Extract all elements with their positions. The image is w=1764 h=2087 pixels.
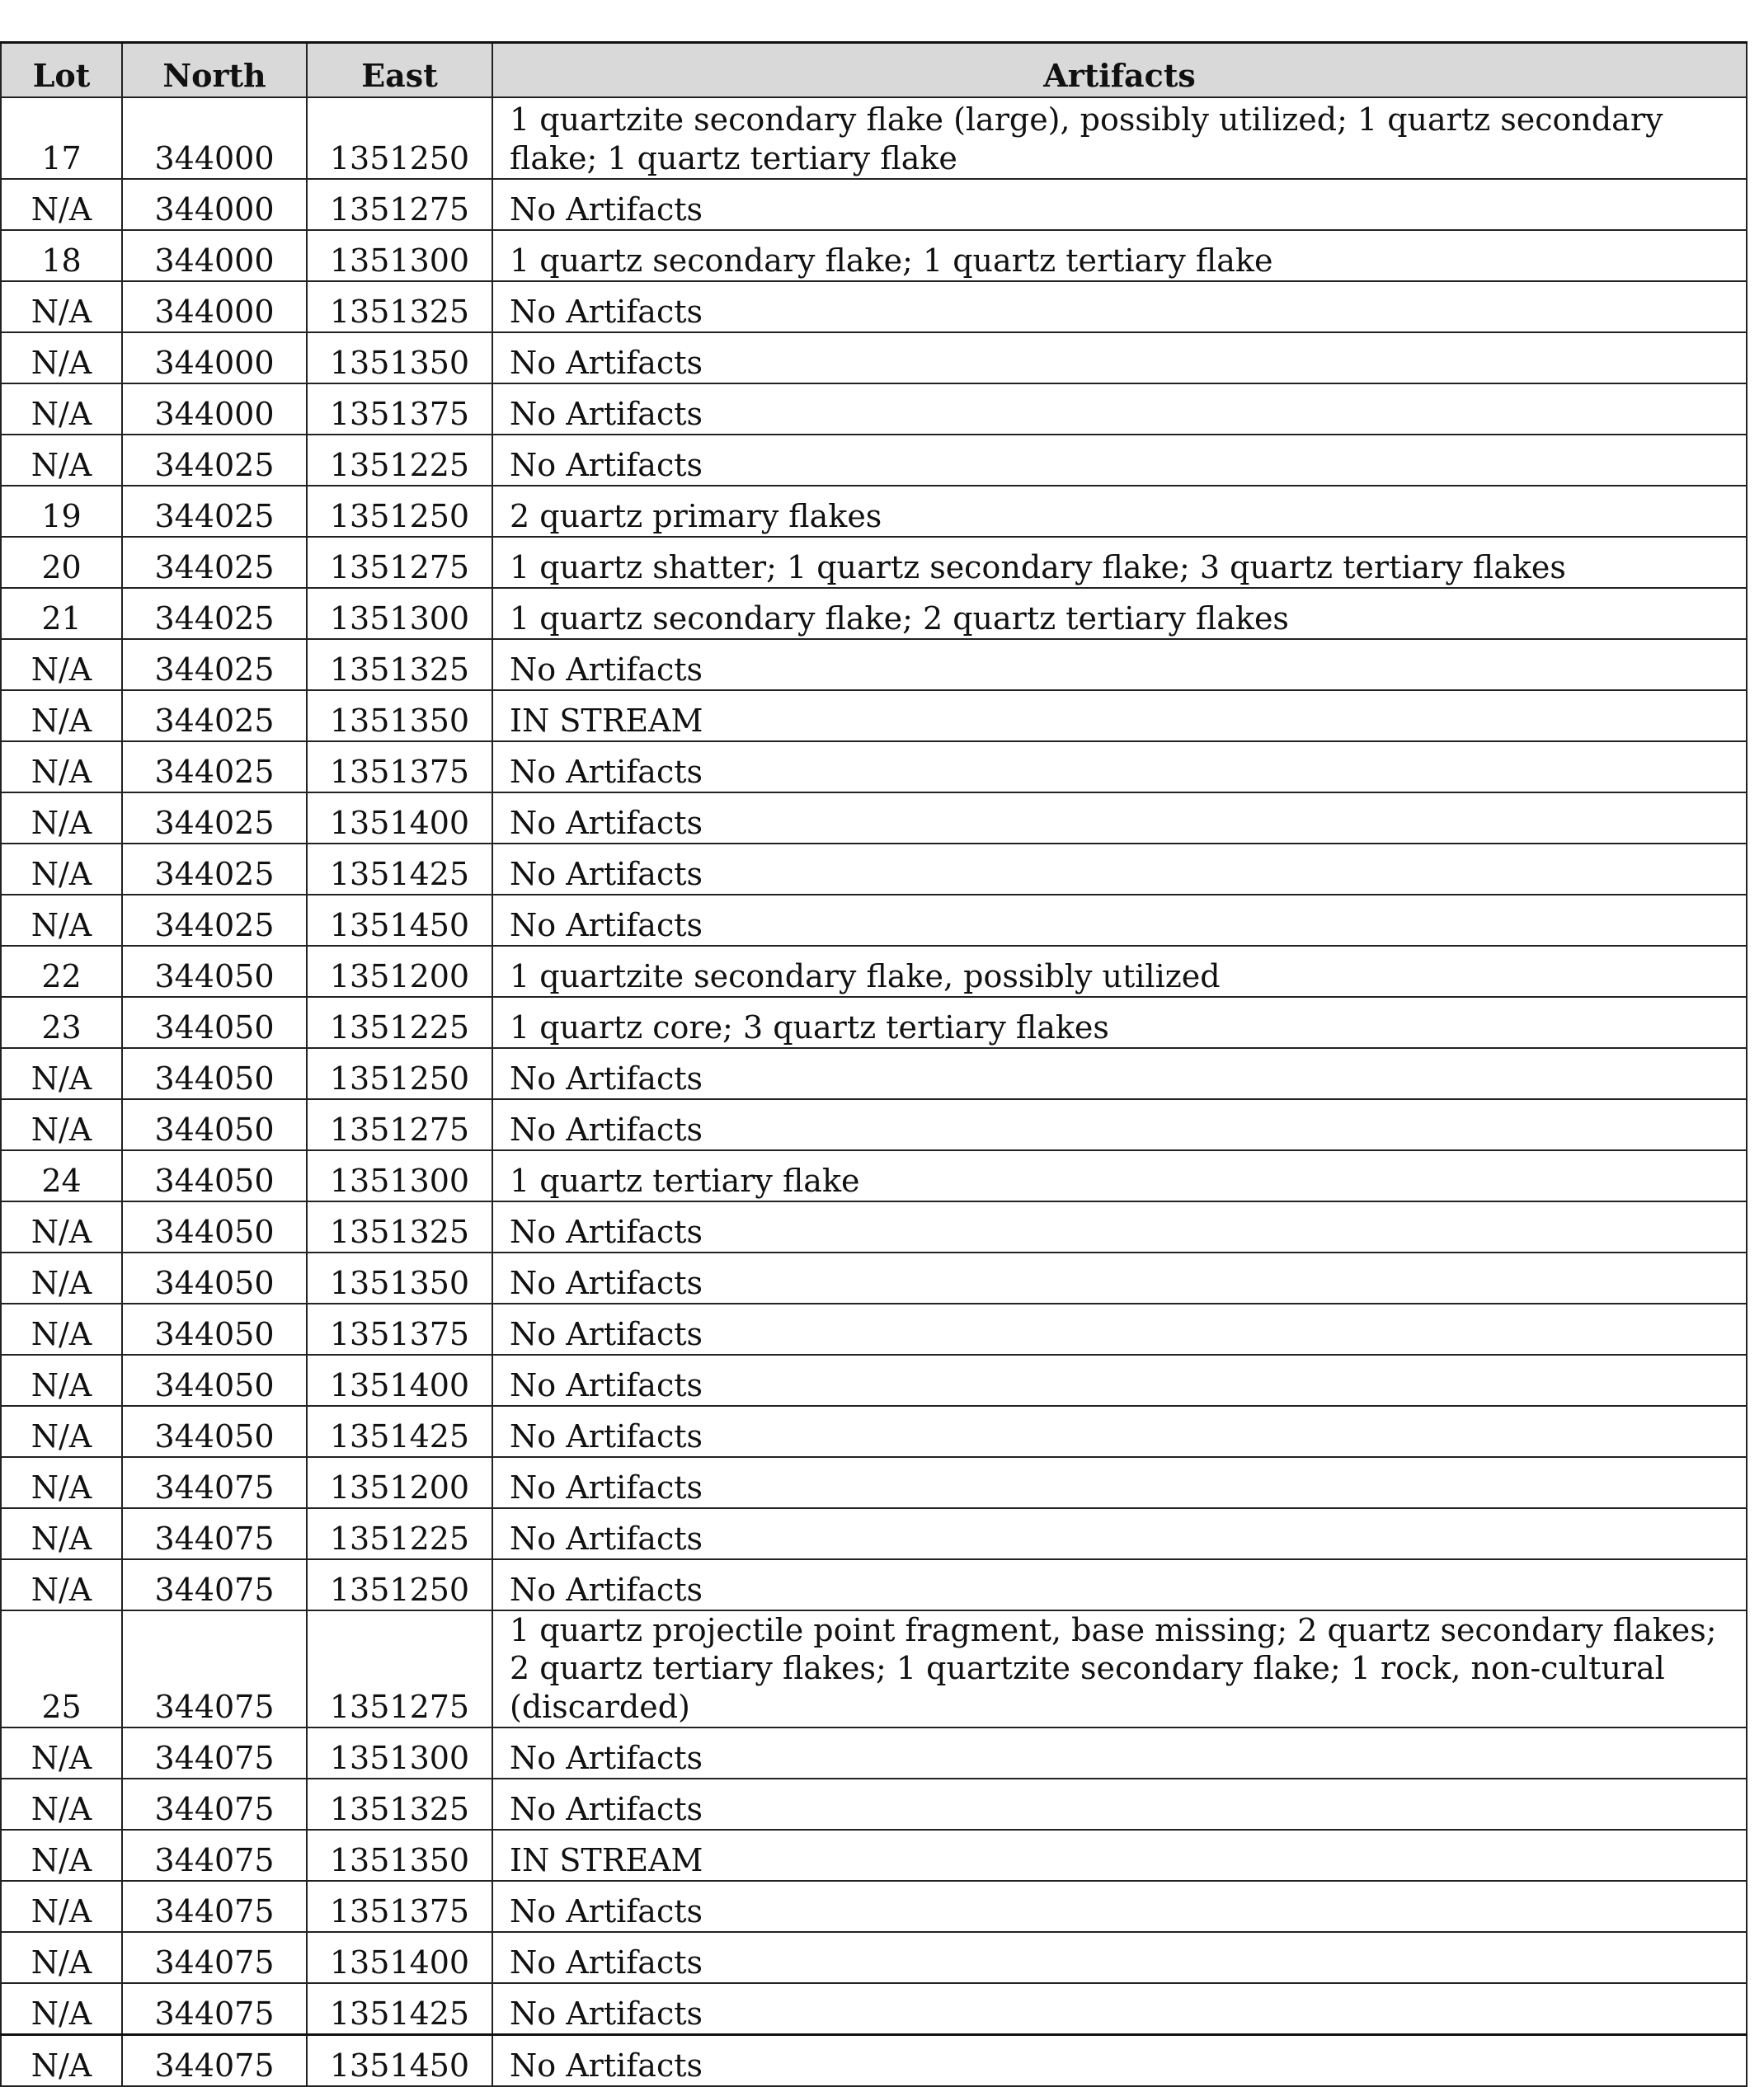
- table-row: [1, 1355, 1747, 1406]
- east-cell: 1351300: [307, 230, 492, 281]
- north-cell: 344000: [122, 97, 307, 179]
- lot-cell: 19: [1, 486, 122, 537]
- lot-cell: N/A: [1, 895, 122, 946]
- column-header-lot: Lot: [1, 43, 122, 98]
- north-cell: 344025: [122, 435, 307, 486]
- east-cell: 1351275: [307, 537, 492, 588]
- north-cell: 344050: [122, 1201, 307, 1253]
- lot-cell: N/A: [1, 690, 122, 741]
- artifacts-cell: No Artifacts: [492, 1355, 1747, 1406]
- artifacts-cell: No Artifacts: [492, 1881, 1747, 1932]
- table-row: [1, 2035, 1747, 2087]
- table-row: [1, 1559, 1747, 1610]
- east-cell: 1351350: [307, 332, 492, 383]
- east-cell: 1351250: [307, 97, 492, 179]
- table-row: [1, 1727, 1747, 1779]
- artifacts-cell: No Artifacts: [492, 1201, 1747, 1253]
- north-cell: 344050: [122, 1048, 307, 1099]
- north-cell: 344025: [122, 537, 307, 588]
- lot-cell: N/A: [1, 792, 122, 844]
- lot-cell: N/A: [1, 179, 122, 230]
- lot-cell: N/A: [1, 1048, 122, 1099]
- artifacts-cell: No Artifacts: [492, 844, 1747, 895]
- artifacts-cell: No Artifacts: [492, 1508, 1747, 1559]
- lot-cell: 21: [1, 588, 122, 639]
- artifacts-cell: No Artifacts: [492, 895, 1747, 946]
- north-cell: 344000: [122, 179, 307, 230]
- table-row: [1, 1150, 1747, 1201]
- column-header-east: East: [307, 43, 492, 98]
- artifacts-cell: 1 quartzite secondary flake, possibly utilized: [492, 946, 1747, 997]
- lot-cell: N/A: [1, 1559, 122, 1610]
- artifacts-cell: No Artifacts: [492, 741, 1747, 792]
- lot-cell: 25: [1, 1610, 122, 1727]
- lot-cell: N/A: [1, 332, 122, 383]
- artifacts-cell: No Artifacts: [492, 2035, 1747, 2087]
- east-cell: 1351450: [307, 2035, 492, 2087]
- lot-cell: N/A: [1, 1253, 122, 1304]
- artifacts-cell: IN STREAM: [492, 1830, 1747, 1881]
- artifacts-cell: No Artifacts: [492, 1779, 1747, 1830]
- artifacts-cell: No Artifacts: [492, 179, 1747, 230]
- east-cell: 1351275: [307, 1610, 492, 1727]
- artifacts-cell: No Artifacts: [492, 435, 1747, 486]
- artifact-table-page: [0, 41, 1746, 2087]
- east-cell: 1351325: [307, 639, 492, 690]
- north-cell: 344075: [122, 1559, 307, 1610]
- artifacts-cell: No Artifacts: [492, 281, 1747, 332]
- artifacts-cell: 1 quartz projectile point fragment, base missing; 2 quartz secondary flakes; 2 quartz tertiary flakes; 1 quartzite secondary flake; 1 rock, non-cultural (discarded): [492, 1610, 1747, 1727]
- table-row: [1, 537, 1747, 588]
- artifacts-cell: 1 quartz shatter; 1 quartz secondary flake; 3 quartz tertiary flakes: [492, 537, 1747, 588]
- table-row: [1, 792, 1747, 844]
- artifacts-cell: No Artifacts: [492, 1457, 1747, 1508]
- north-cell: 344075: [122, 1727, 307, 1779]
- lot-cell: 23: [1, 997, 122, 1048]
- north-cell: 344050: [122, 1099, 307, 1150]
- artifacts-cell: 1 quartzite secondary flake (large), possibly utilized; 1 quartz secondary flake; 1 quartz tertiary flake: [492, 97, 1747, 179]
- north-cell: 344000: [122, 281, 307, 332]
- north-cell: 344025: [122, 792, 307, 844]
- table-row: [1, 1881, 1747, 1932]
- lot-cell: N/A: [1, 1406, 122, 1457]
- table-row: [1, 1983, 1747, 2035]
- north-cell: 344000: [122, 230, 307, 281]
- north-cell: 344075: [122, 1983, 307, 2035]
- table-row: [1, 1406, 1747, 1457]
- north-cell: 344050: [122, 946, 307, 997]
- east-cell: 1351400: [307, 1932, 492, 1983]
- east-cell: 1351275: [307, 1099, 492, 1150]
- table-row: [1, 844, 1747, 895]
- north-cell: 344000: [122, 383, 307, 435]
- north-cell: 344050: [122, 1304, 307, 1355]
- table-row: [1, 690, 1747, 741]
- north-cell: 344075: [122, 1457, 307, 1508]
- east-cell: 1351300: [307, 1150, 492, 1201]
- table-header-row: [1, 43, 1747, 98]
- artifacts-cell: No Artifacts: [492, 1406, 1747, 1457]
- table-row: [1, 1457, 1747, 1508]
- north-cell: 344075: [122, 2035, 307, 2087]
- lot-cell: 20: [1, 537, 122, 588]
- artifacts-cell: No Artifacts: [492, 332, 1747, 383]
- table-row: [1, 1779, 1747, 1830]
- artifacts-cell: No Artifacts: [492, 1983, 1747, 2035]
- table-row: [1, 97, 1747, 179]
- east-cell: 1351225: [307, 435, 492, 486]
- east-cell: 1351375: [307, 741, 492, 792]
- lot-cell: N/A: [1, 1727, 122, 1779]
- table-row: [1, 639, 1747, 690]
- lot-cell: 17: [1, 97, 122, 179]
- north-cell: 344050: [122, 1406, 307, 1457]
- table-row: [1, 1830, 1747, 1881]
- lot-cell: N/A: [1, 1457, 122, 1508]
- artifacts-cell: No Artifacts: [492, 639, 1747, 690]
- lot-cell: N/A: [1, 1881, 122, 1932]
- east-cell: 1351325: [307, 281, 492, 332]
- east-cell: 1351425: [307, 1983, 492, 2035]
- table-row: [1, 1304, 1747, 1355]
- north-cell: 344000: [122, 332, 307, 383]
- artifacts-cell: No Artifacts: [492, 792, 1747, 844]
- lot-cell: N/A: [1, 383, 122, 435]
- east-cell: 1351425: [307, 844, 492, 895]
- north-cell: 344075: [122, 1610, 307, 1727]
- table-row: [1, 946, 1747, 997]
- lot-cell: 22: [1, 946, 122, 997]
- lot-cell: 18: [1, 230, 122, 281]
- table-row: [1, 332, 1747, 383]
- north-cell: 344025: [122, 639, 307, 690]
- table-row: [1, 1508, 1747, 1559]
- north-cell: 344025: [122, 486, 307, 537]
- east-cell: 1351325: [307, 1201, 492, 1253]
- east-cell: 1351450: [307, 895, 492, 946]
- lot-cell: N/A: [1, 1779, 122, 1830]
- north-cell: 344025: [122, 741, 307, 792]
- north-cell: 344075: [122, 1830, 307, 1881]
- north-cell: 344075: [122, 1779, 307, 1830]
- table-row: [1, 1253, 1747, 1304]
- north-cell: 344025: [122, 588, 307, 639]
- lot-cell: N/A: [1, 1932, 122, 1983]
- east-cell: 1351275: [307, 179, 492, 230]
- artifacts-cell: No Artifacts: [492, 1099, 1747, 1150]
- east-cell: 1351375: [307, 383, 492, 435]
- table-row: [1, 1932, 1747, 1983]
- artifact-table: [0, 41, 1748, 2087]
- artifacts-cell: No Artifacts: [492, 1727, 1747, 1779]
- table-row: [1, 435, 1747, 486]
- lot-cell: N/A: [1, 639, 122, 690]
- table-row: [1, 179, 1747, 230]
- north-cell: 344025: [122, 844, 307, 895]
- east-cell: 1351375: [307, 1881, 492, 1932]
- east-cell: 1351350: [307, 1253, 492, 1304]
- column-header-north: North: [122, 43, 307, 98]
- artifacts-cell: No Artifacts: [492, 1559, 1747, 1610]
- lot-cell: N/A: [1, 1201, 122, 1253]
- east-cell: 1351250: [307, 1559, 492, 1610]
- north-cell: 344050: [122, 1355, 307, 1406]
- lot-cell: N/A: [1, 435, 122, 486]
- artifacts-cell: No Artifacts: [492, 1304, 1747, 1355]
- east-cell: 1351250: [307, 1048, 492, 1099]
- table-row: [1, 895, 1747, 946]
- artifacts-cell: IN STREAM: [492, 690, 1747, 741]
- lot-cell: N/A: [1, 1355, 122, 1406]
- lot-cell: N/A: [1, 1983, 122, 2035]
- table-row: [1, 588, 1747, 639]
- table-row: [1, 383, 1747, 435]
- lot-cell: N/A: [1, 1304, 122, 1355]
- table-row: [1, 1201, 1747, 1253]
- east-cell: 1351325: [307, 1779, 492, 1830]
- north-cell: 344050: [122, 997, 307, 1048]
- artifacts-cell: 2 quartz primary flakes: [492, 486, 1747, 537]
- artifacts-cell: No Artifacts: [492, 383, 1747, 435]
- lot-cell: N/A: [1, 281, 122, 332]
- east-cell: 1351425: [307, 1406, 492, 1457]
- east-cell: 1351400: [307, 1355, 492, 1406]
- artifacts-cell: 1 quartz secondary flake; 2 quartz tertiary flakes: [492, 588, 1747, 639]
- lot-cell: N/A: [1, 741, 122, 792]
- table-row: [1, 997, 1747, 1048]
- east-cell: 1351300: [307, 1727, 492, 1779]
- artifacts-cell: 1 quartz secondary flake; 1 quartz tertiary flake: [492, 230, 1747, 281]
- table-row: [1, 1099, 1747, 1150]
- north-cell: 344025: [122, 895, 307, 946]
- lot-cell: N/A: [1, 2035, 122, 2087]
- lot-cell: 24: [1, 1150, 122, 1201]
- east-cell: 1351225: [307, 997, 492, 1048]
- artifacts-cell: No Artifacts: [492, 1253, 1747, 1304]
- north-cell: 344025: [122, 690, 307, 741]
- column-header-artifacts: Artifacts: [492, 43, 1747, 98]
- east-cell: 1351300: [307, 588, 492, 639]
- north-cell: 344050: [122, 1253, 307, 1304]
- table-row: [1, 230, 1747, 281]
- east-cell: 1351200: [307, 1457, 492, 1508]
- artifacts-cell: 1 quartz core; 3 quartz tertiary flakes: [492, 997, 1747, 1048]
- north-cell: 344075: [122, 1932, 307, 1983]
- table-row: [1, 1048, 1747, 1099]
- east-cell: 1351350: [307, 1830, 492, 1881]
- lot-cell: N/A: [1, 1508, 122, 1559]
- east-cell: 1351225: [307, 1508, 492, 1559]
- north-cell: 344050: [122, 1150, 307, 1201]
- table-row: [1, 741, 1747, 792]
- table-row: [1, 1610, 1747, 1727]
- artifacts-cell: No Artifacts: [492, 1048, 1747, 1099]
- east-cell: 1351375: [307, 1304, 492, 1355]
- artifacts-cell: 1 quartz tertiary flake: [492, 1150, 1747, 1201]
- north-cell: 344075: [122, 1881, 307, 1932]
- east-cell: 1351250: [307, 486, 492, 537]
- east-cell: 1351350: [307, 690, 492, 741]
- table-row: [1, 281, 1747, 332]
- lot-cell: N/A: [1, 1830, 122, 1881]
- north-cell: 344075: [122, 1508, 307, 1559]
- table-row: [1, 486, 1747, 537]
- east-cell: 1351200: [307, 946, 492, 997]
- artifacts-cell: No Artifacts: [492, 1932, 1747, 1983]
- east-cell: 1351400: [307, 792, 492, 844]
- lot-cell: N/A: [1, 1099, 122, 1150]
- lot-cell: N/A: [1, 844, 122, 895]
